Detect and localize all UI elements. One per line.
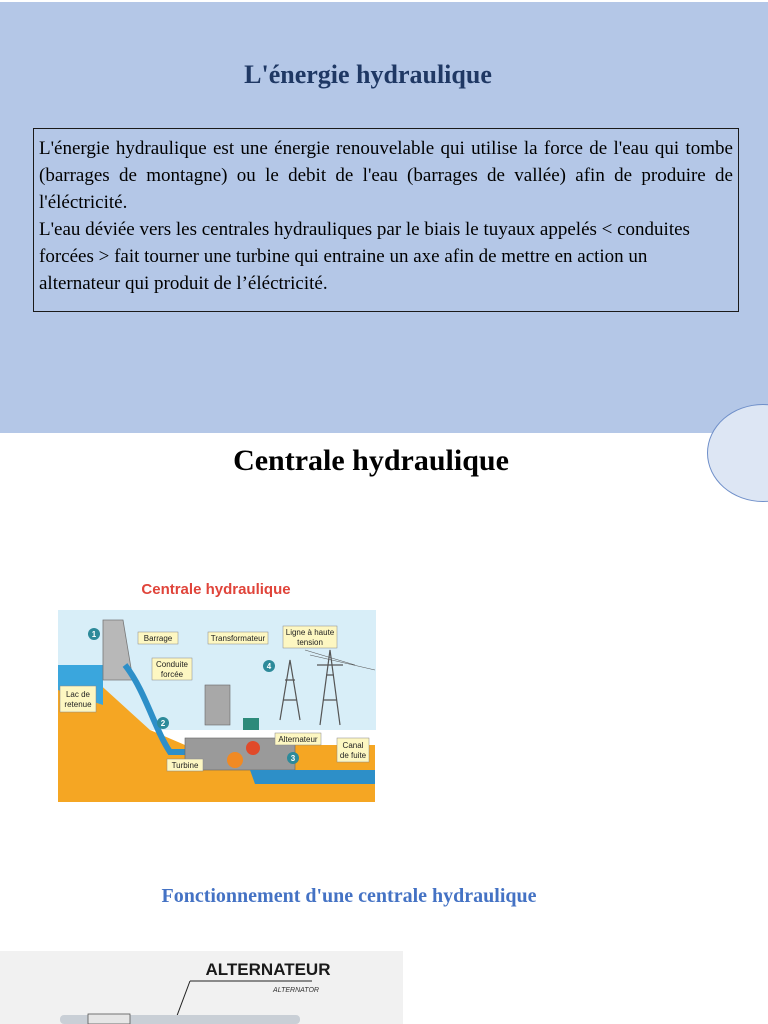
label-barrage: Barrage <box>143 634 173 643</box>
slide-energie-hydraulique <box>0 0 768 433</box>
section-title: Centrale hydraulique <box>233 444 509 477</box>
label-canal-1: Canal <box>342 741 364 750</box>
fonctionnement-title: Fonctionnement d'une centrale hydraulique <box>161 885 537 907</box>
step-2-marker: 2 <box>160 719 166 728</box>
label-canal-2: de fuite <box>339 751 367 760</box>
definition-text-box <box>33 128 739 312</box>
process-paragraph: L'eau déviée vers les centrales hydrauliques par le biais le tuyaux appelés < conduites forcées > fait tourner une turbine qui entraine un axe afin de mettre en action un alternateur qui produit de l’éléctricité. <box>39 219 690 294</box>
tailrace-water <box>250 770 375 784</box>
turbine-shape <box>227 752 243 768</box>
label-conduite-2: forcée <box>160 670 184 679</box>
alternator-sublabel: ALTERNATOR <box>273 987 319 994</box>
label-ligne-1: Ligne à haute <box>285 628 335 637</box>
label-ligne-2: tension <box>297 638 323 647</box>
label-lac-2: retenue <box>64 700 92 709</box>
label-transformateur: Transformateur <box>210 634 266 643</box>
label-lac-1: Lac de <box>65 690 91 699</box>
label-turbine: Turbine <box>171 761 199 770</box>
alternator-image <box>0 951 403 1024</box>
alternator-shape <box>246 741 260 755</box>
slide-title: L'énergie hydraulique <box>244 60 492 89</box>
step-1-marker: 1 <box>91 630 97 639</box>
hydraulic-plant-diagram <box>55 570 378 802</box>
step-4-marker: 4 <box>266 662 272 671</box>
step-3-marker: 3 <box>290 754 296 763</box>
definition-paragraph: L'énergie hydraulique est une énergie renouvelable qui utilise la force de l'eau qui tombe (barrages de montagne) ou le debit de l'eau (barrages de vallée) afin de produire de l'éléctricité. <box>39 138 733 213</box>
label-alternateur: Alternateur <box>278 735 318 744</box>
diagram-title: Centrale hydraulique <box>141 581 291 598</box>
alternateur-label: ALTERNATEUR <box>205 960 331 979</box>
label-conduite-1: Conduite <box>155 660 189 669</box>
slide-top-divider <box>0 0 768 2</box>
